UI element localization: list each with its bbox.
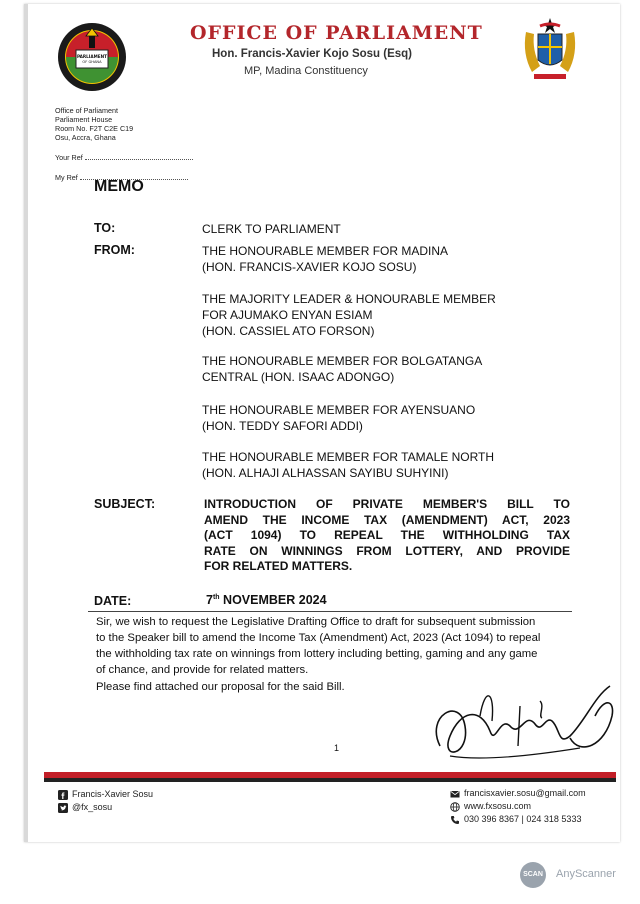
from-line: FOR AJUMAKO ENYAN ESIAM [202, 308, 373, 322]
date-rest: NOVEMBER 2024 [219, 593, 327, 607]
email-address: francisxavier.sosu@gmail.com [464, 788, 586, 798]
subject-line: AMEND THE INCOME TAX (AMENDMENT) ACT, 2023 [204, 512, 570, 527]
twitter-icon [58, 803, 68, 813]
from-label: FROM: [94, 243, 135, 257]
svg-text:PARLIAMENT: PARLIAMENT [76, 54, 108, 59]
address-line: Osu, Accra, Ghana [55, 133, 116, 142]
svg-text:OF GHANA: OF GHANA [82, 60, 102, 64]
phone-icon [450, 815, 460, 825]
phone-numbers: 030 396 8367 | 024 318 5333 [464, 814, 582, 824]
anyscanner-watermark: AnyScanner [556, 868, 616, 880]
to-value: CLERK TO PARLIAMENT [202, 222, 341, 236]
facebook-icon [58, 790, 68, 800]
from-line: THE HONOURABLE MEMBER FOR MADINA [202, 244, 449, 258]
globe-icon [450, 802, 460, 812]
footer-phone [450, 814, 581, 825]
from-block [202, 243, 448, 275]
subject-line: RATE ON WINNINGS FROM LOTTERY, AND PROVIDE [204, 543, 570, 558]
footer-website [450, 801, 531, 812]
subject-line: FOR RELATED MATTERS. [204, 559, 353, 573]
facebook-handle: Francis-Xavier Sosu [72, 789, 154, 799]
date-value [206, 593, 327, 607]
from-line: (HON. CASSIEL ATO FORSON) [202, 324, 375, 338]
from-line: THE HONOURABLE MEMBER FOR AYENSUANO [202, 403, 476, 417]
footer-twitter [58, 802, 112, 813]
from-line: (HON. TEDDY SAFORI ADDI) [202, 419, 363, 433]
from-line: THE HONOURABLE MEMBER FOR BOLGATANGA [202, 354, 483, 368]
body-line: to the Speaker bill to amend the Income Tax (Amendment) Act, 2023 (Act 1094) to repeal [96, 632, 541, 644]
footer-bar-dark [44, 778, 616, 782]
coat-of-arms-icon [518, 14, 582, 84]
page-number: 1 [334, 743, 340, 753]
my-ref-label: My Ref [55, 173, 78, 182]
parliament-crest-icon [56, 20, 128, 94]
divider [88, 611, 572, 612]
twitter-handle: @fx_sosu [72, 802, 113, 812]
footer-email [450, 788, 586, 799]
attached-note: Please find attached our proposal for the said Bill. [96, 681, 345, 693]
body-line: the withholding tax rate on winnings from lottery including betting, gaming and any game [96, 648, 538, 660]
body-line: Sir, we wish to request the Legislative Drafting Office to draft for subsequent submission [96, 616, 536, 628]
address-line: Parliament House [55, 115, 113, 124]
office-title: OFFICE OF PARLIAMENT [190, 22, 483, 44]
address-line: Room No. F2T C2E C19 [55, 124, 134, 133]
scan-edge [24, 4, 28, 842]
from-line: CENTRAL (HON. ISAAC ADONGO) [202, 370, 395, 384]
address-line: Office of Parliament [55, 106, 118, 115]
to-label: TO: [94, 221, 116, 235]
from-block [202, 402, 475, 434]
from-block [202, 353, 482, 385]
date-suffix: th [212, 593, 220, 601]
your-ref-label: Your Ref [55, 153, 83, 162]
body-line: of chance, and provide for related matters. [96, 664, 309, 676]
constituency-line: MP, Madina Constituency [244, 65, 368, 77]
from-line: (HON. ALHAJI ALHASSAN SAYIBU SUHYINI) [202, 466, 449, 480]
subject-line: INTRODUCTION OF PRIVATE MEMBER'S BILL TO [204, 497, 570, 511]
subject-label: SUBJECT: [94, 497, 156, 511]
date-label: DATE: [94, 594, 132, 608]
email-icon [450, 789, 460, 799]
from-line: THE HONOURABLE MEMBER FOR TAMALE NORTH [202, 450, 495, 464]
your-ref [55, 153, 193, 162]
from-line: THE MAJORITY LEADER & HONOURABLE MEMBER [202, 292, 496, 306]
website-url: www.fxsosu.com [464, 801, 532, 811]
member-name: Hon. Francis-Xavier Kojo Sosu (Esq) [212, 48, 413, 60]
subject-text [204, 497, 570, 575]
date-day: 7 [206, 593, 213, 607]
signature-image [420, 676, 620, 778]
footer-facebook [58, 789, 153, 800]
from-block [202, 449, 494, 481]
subject-line: (ACT 1094) TO REPEAL THE WITHHOLDING TAX [204, 528, 570, 542]
from-block [202, 291, 496, 339]
anyscanner-logo-icon: SCAN [520, 862, 546, 888]
from-line: (HON. FRANCIS-XAVIER KOJO SOSU) [202, 260, 417, 274]
memo-heading: MEMO [94, 178, 144, 195]
memo-body [96, 614, 572, 678]
